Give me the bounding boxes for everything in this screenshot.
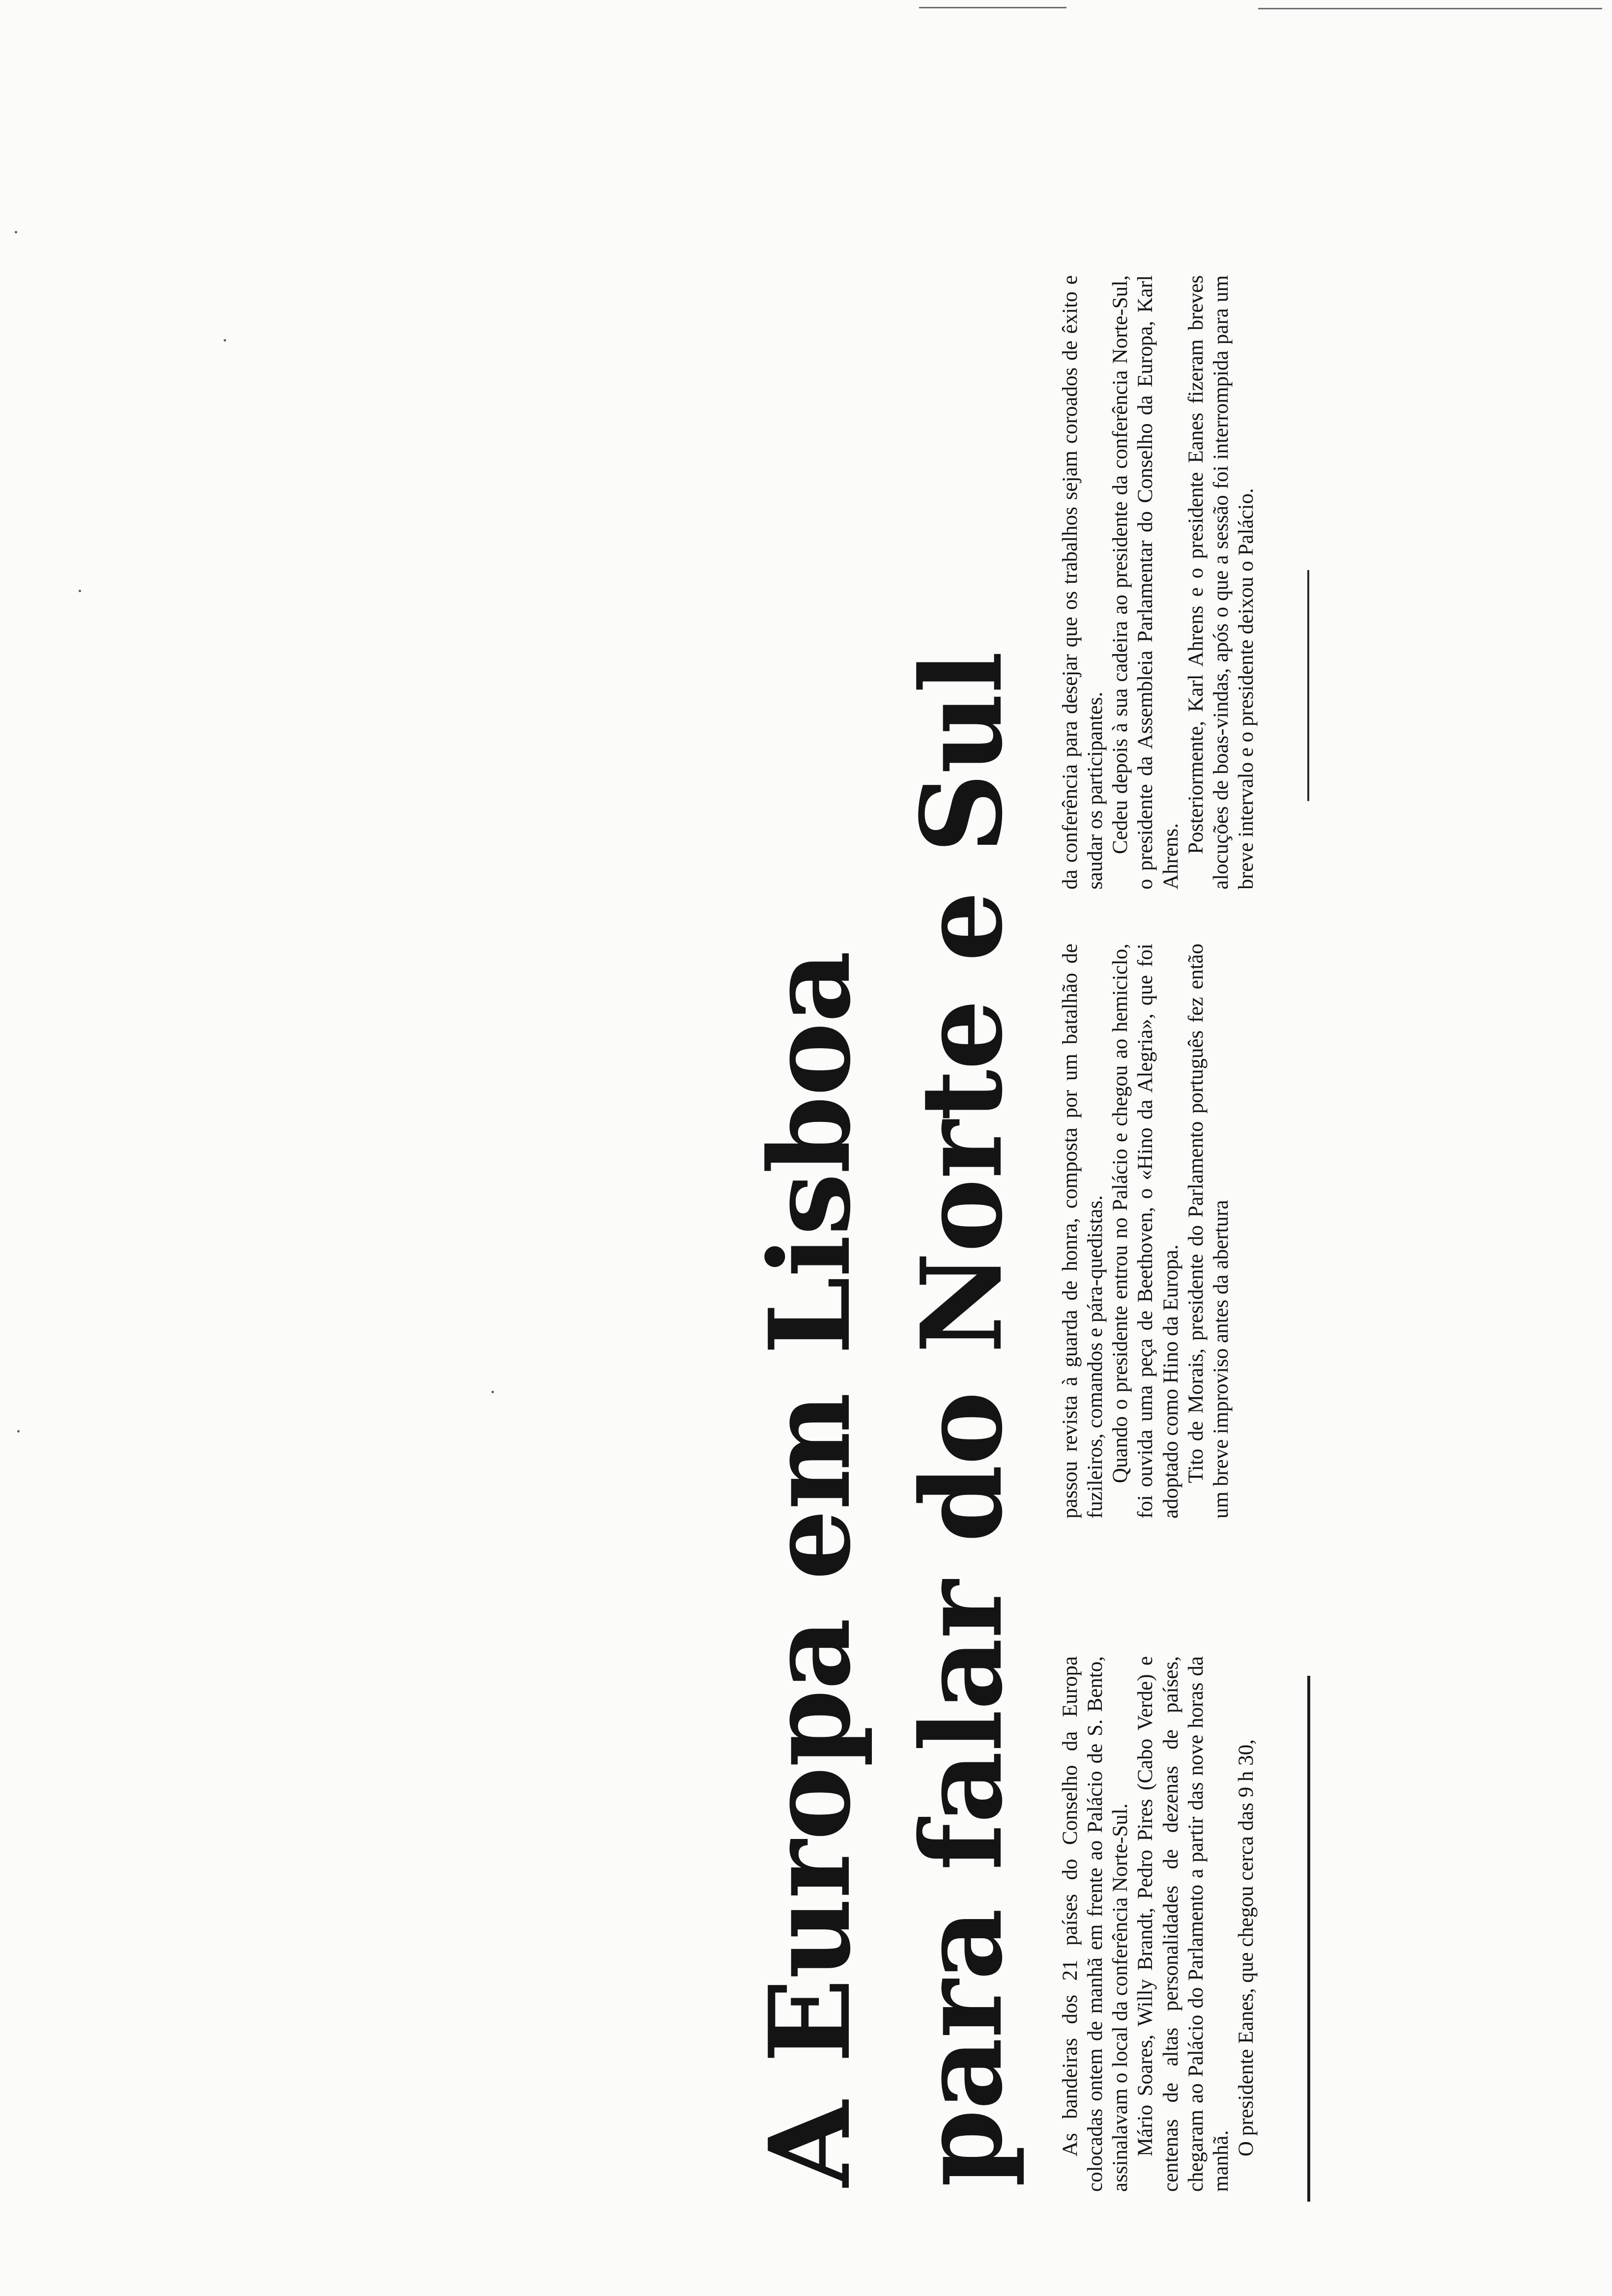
paragraph: Tito de Morais, presidente do Parlamento português fez então um breve improviso antes da abertura — [1184, 944, 1233, 1519]
clipping-bottom-rule — [1307, 1676, 1310, 2202]
headline-line-2: para falar do Norte e Sul — [897, 652, 1027, 2187]
article-column-2 — [1058, 944, 1313, 1519]
dust-speck — [491, 1391, 494, 1393]
article-end-rule — [1307, 570, 1309, 801]
article-column-3 — [1058, 275, 1313, 890]
article-column-1 — [1058, 1656, 1313, 2192]
paragraph: As bandeiras dos 21 países do Conselho da Europa colocadas ontem de manhã em frente ao Palácio de S. Bento, assinalavam o local da conferência Norte-Sul. — [1059, 1656, 1132, 2192]
dust-speck — [224, 339, 226, 342]
scan-edge-line-top-right — [1258, 8, 1602, 9]
dust-speck — [79, 590, 81, 592]
scan-edge-line-top — [919, 7, 1066, 8]
paragraph: Posteriormente, Karl Ahrens e o presidente Eanes fizeram breves alocuções de boas-vindas, após o que a sessão foi interrompida para um breve intervalo e o presidente deixou o Palácio. — [1184, 275, 1258, 890]
newspaper-clipping — [747, 275, 1327, 2202]
paragraph: Quando o presidente entrou no Palácio e chegou ao hemiciclo, foi ouvida uma peça de Beethoven, o «Hino da Alegria», que foi adoptado como Hino da Europa. — [1109, 944, 1182, 1519]
dust-speck — [17, 1430, 20, 1433]
headline-line-1: A Europa em Lisboa — [745, 951, 875, 2187]
paragraph: da conferência para desejar que os trabalhos sejam coroados de êxito e saudar os participantes. — [1059, 275, 1107, 890]
paragraph: O presidente Eanes, que chegou cerca das 9 h 30, — [1235, 1739, 1258, 2156]
dust-speck — [15, 231, 17, 233]
paragraph: passou revista à guarda de honra, composta por um batalhão de fuzileiros, comandos e pára-quedistas. — [1059, 944, 1107, 1519]
paragraph: Cedeu depois à sua cadeira ao presidente da conferência Norte-Sul, o presidente da Assembleia Parlamentar do Conselho da Europa, Karl Ahrens. — [1109, 275, 1182, 890]
paragraph: Mário Soares, Willy Brandt, Pedro Pires (Cabo Verde) e centenas de altas personalidades de dezenas de países, chegaram ao Palácio do Parlamento a partir das nove horas da manhã. — [1134, 1656, 1233, 2192]
